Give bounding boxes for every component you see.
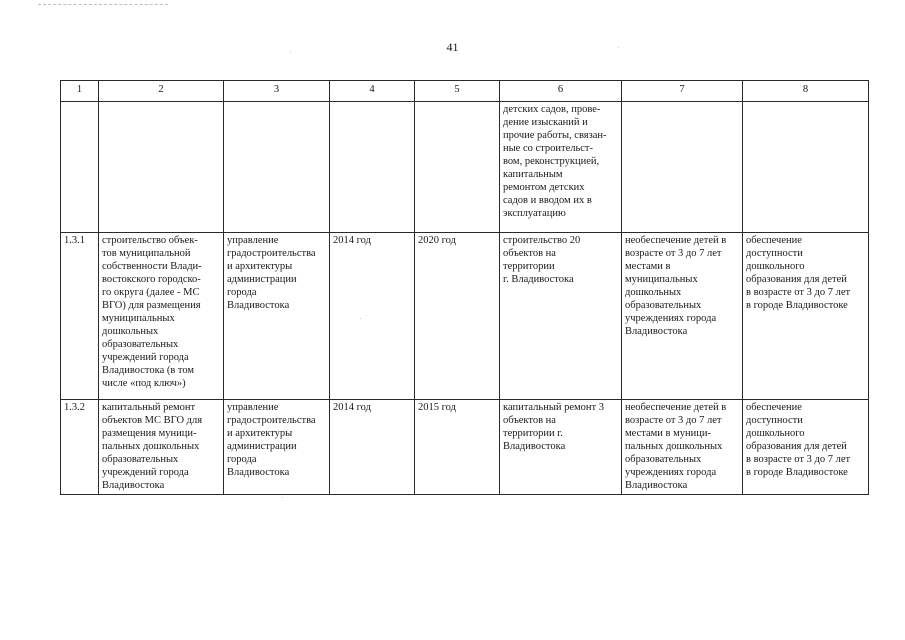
empty-cell [330,102,415,233]
table-row [61,233,869,400]
continuation-row [61,102,869,233]
item-number: 1.3.2 [61,400,99,495]
table-row [61,400,869,495]
empty-cell [415,102,500,233]
item-number: 1.3.1 [61,233,99,400]
column-header: 5 [415,81,500,102]
item-start-year: 2014 год [330,400,415,495]
column-header: 6 [500,81,622,102]
scan-speck [360,318,361,319]
column-header: 7 [622,81,743,102]
continuation-text: детских садов, прове- дение изысканий и прочие работы, связан- ные со строительст- вом, реконструкцией, капитальным ремонтом детских садов и вводом их в эксплуатацию [500,102,622,233]
item-executor: управление градостроительства и архитектуры администрации города Владивостока [224,233,330,400]
column-header: 1 [61,81,99,102]
empty-cell [61,102,99,233]
plan-table [60,80,869,495]
scan-speck [618,47,619,48]
item-consequence: необеспечение детей в возрасте от 3 до 7 лет местами в муници- пальных дошкольных образовательных учреждениях города Владивостока [622,400,743,495]
column-header: 8 [743,81,869,102]
item-name: капитальный ремонт объектов МС ВГО для размещения муници- пальных дошкольных образовательных учреждений города Владивостока [99,400,224,495]
empty-cell [622,102,743,233]
item-start-year: 2014 год [330,233,415,400]
top-scan-rule [38,4,168,5]
item-link: обеспечение доступности дошкольного образования для детей в возрасте от 3 до 7 лет в городе Владивостоке [743,400,869,495]
item-result: капитальный ремонт 3 объектов на территории г. Владивостока [500,400,622,495]
scan-speck [290,51,291,52]
item-executor: управление градостроительства и архитектуры администрации города Владивостока [224,400,330,495]
empty-cell [99,102,224,233]
item-end-year: 2015 год [415,400,500,495]
item-end-year: 2020 год [415,233,500,400]
column-header: 4 [330,81,415,102]
column-header: 3 [224,81,330,102]
header-row [61,81,869,102]
empty-cell [224,102,330,233]
page-number: 41 [446,40,459,54]
empty-cell [743,102,869,233]
item-consequence: необеспечение детей в возрасте от 3 до 7 лет местами в муниципальных дошкольных образовательных учреждениях города Владивостока [622,233,743,400]
scan-speck [282,497,283,498]
column-header: 2 [99,81,224,102]
item-result: строительство 20 объектов на территории г. Владивостока [500,233,622,400]
item-link: обеспечение доступности дошкольного образования для детей в возрасте от 3 до 7 лет в городе Владивостоке [743,233,869,400]
item-name: строительство объек- тов муниципальной собственности Влади- востокского городско- го округа (далее - МС ВГО) для размещения муниципальных дошкольных образовательных учреждений города Владивостока (в том числе «под ключ») [99,233,224,400]
